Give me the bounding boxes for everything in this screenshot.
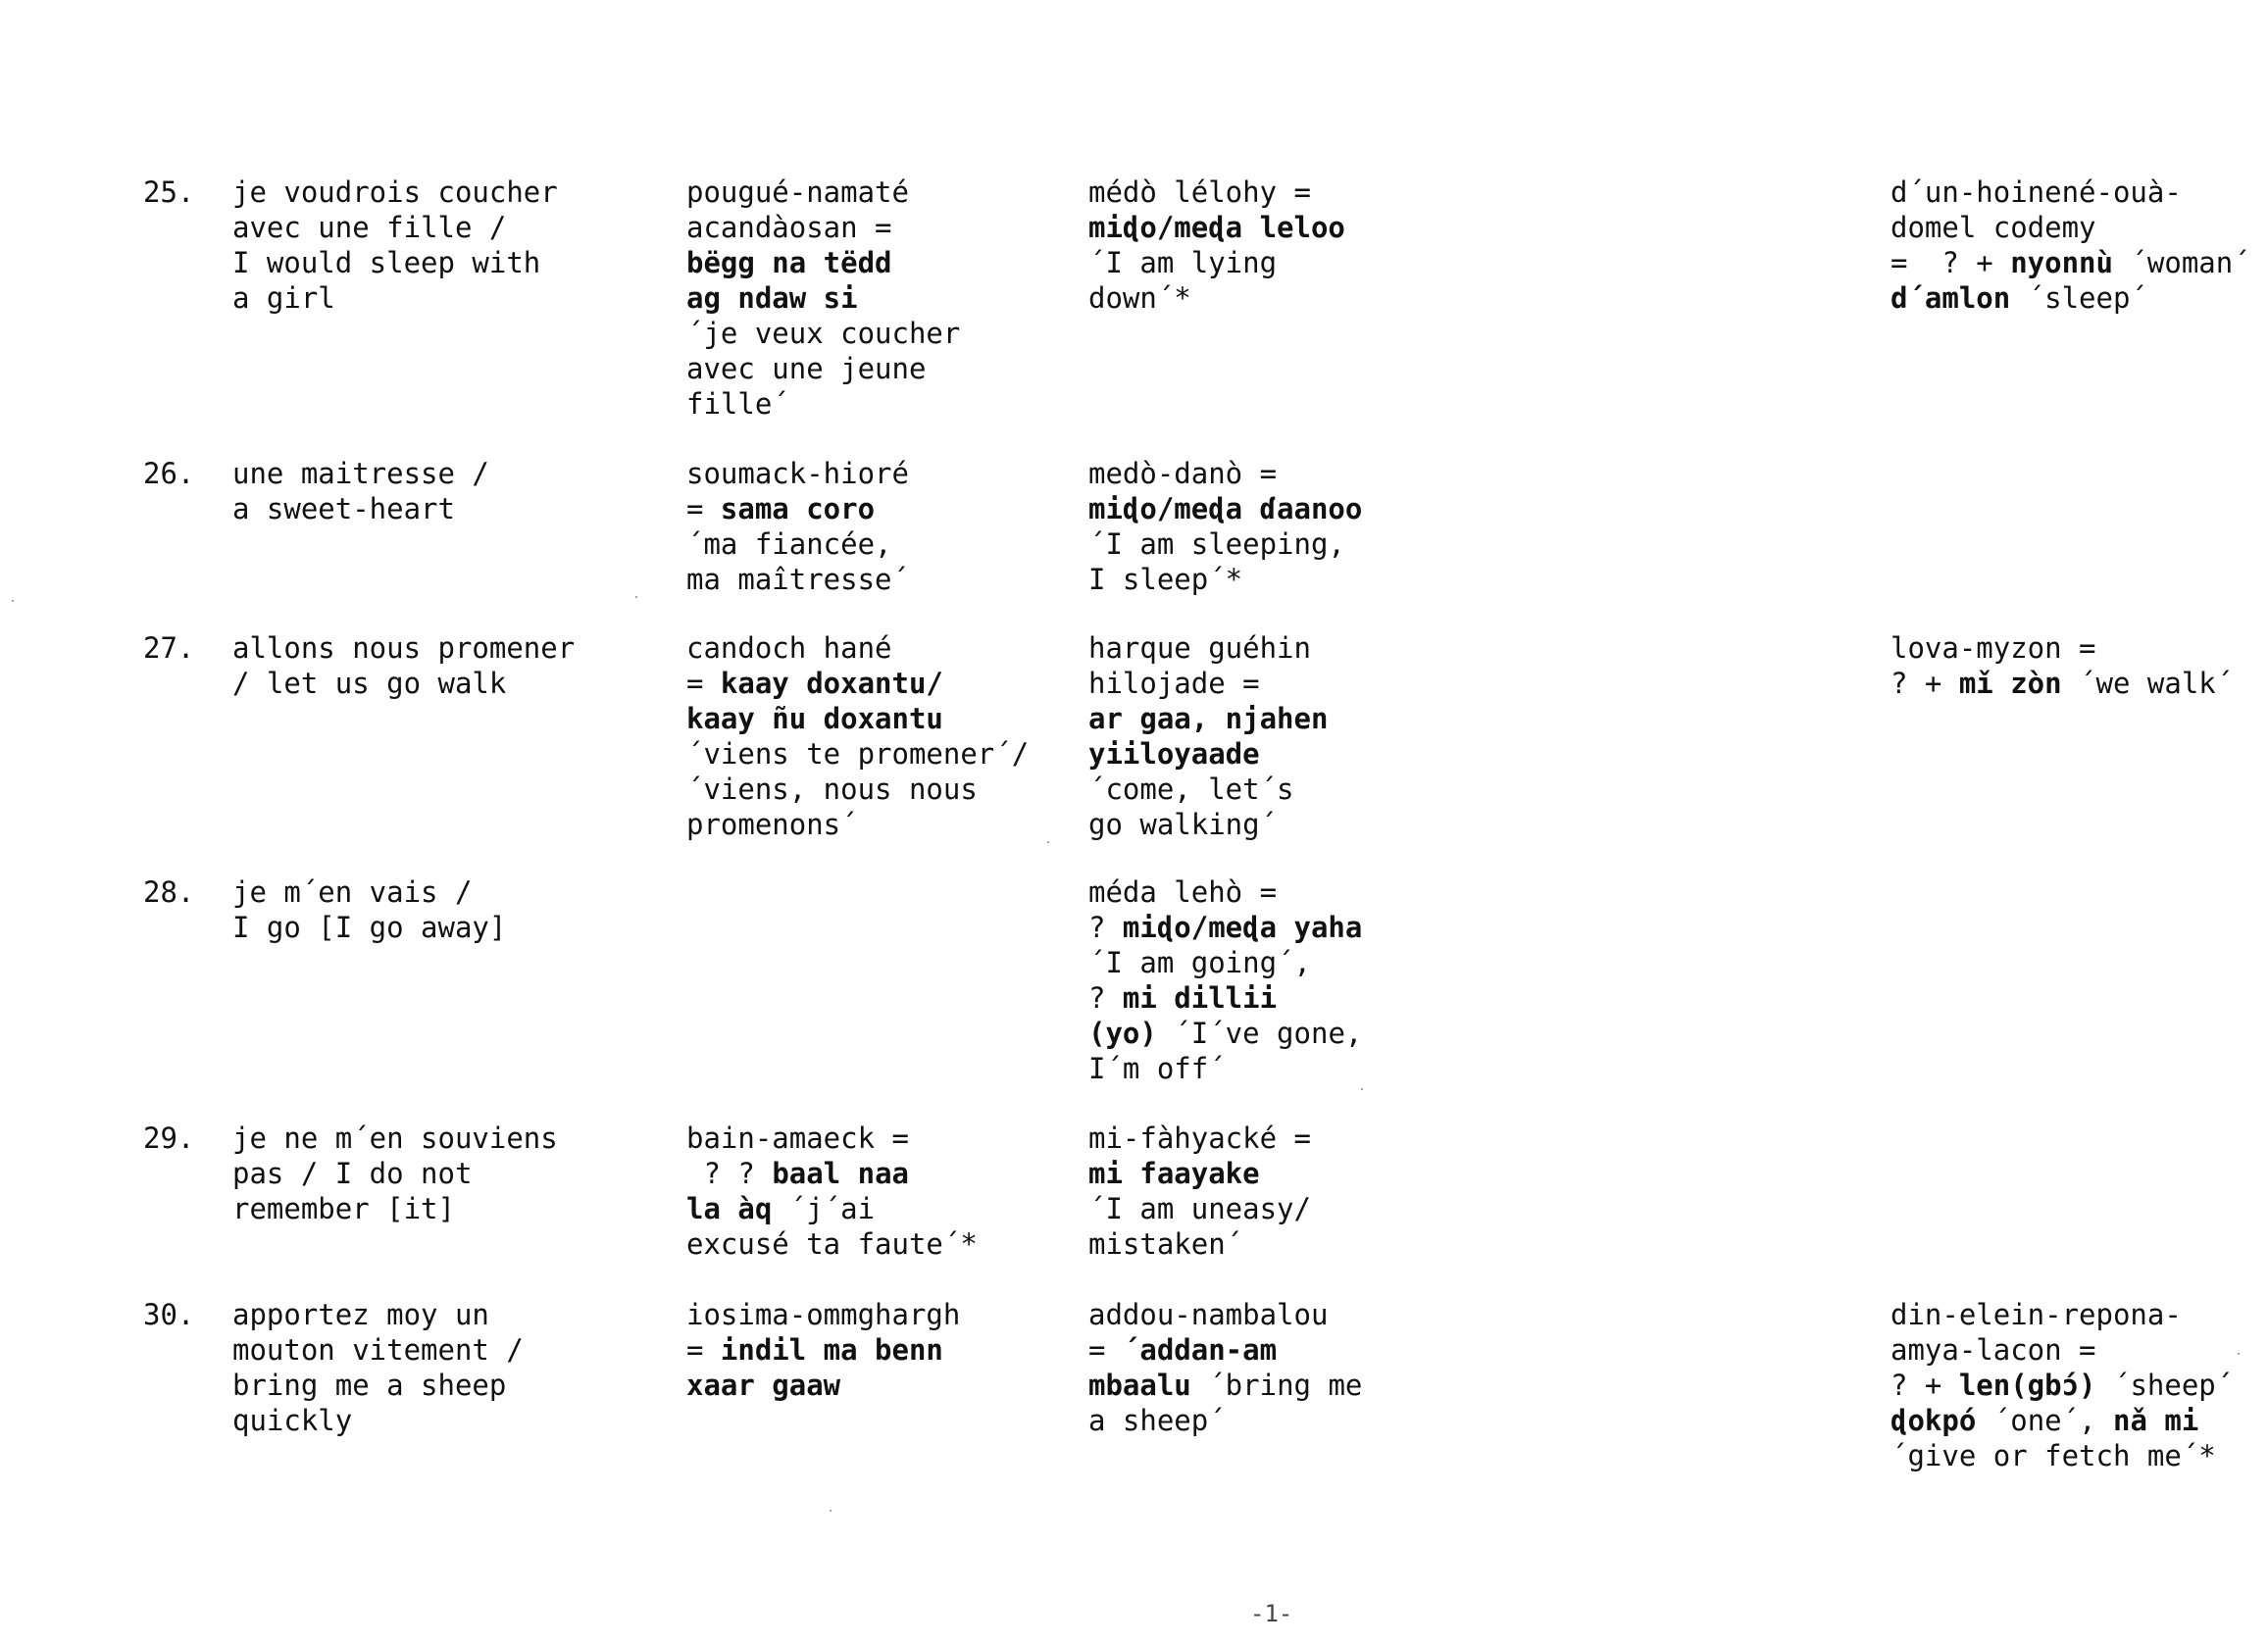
gloss-text: excusé ta faute´* bbox=[686, 1227, 978, 1261]
scan-speck bbox=[830, 1510, 832, 1512]
gbe-line bbox=[1890, 1332, 2263, 1368]
gloss-text: ´sheep´ bbox=[2095, 1369, 2234, 1402]
gloss-text: / let us go walk bbox=[232, 667, 507, 700]
gloss-text: domel codemy bbox=[1890, 211, 2096, 244]
gloss-text: I´m off´ bbox=[1088, 1052, 1226, 1085]
gloss-text: I go [I go away] bbox=[232, 911, 507, 944]
gloss-text: ? bbox=[1088, 911, 1123, 944]
scan-speck bbox=[12, 600, 14, 602]
gloss-text: ´j´ai bbox=[772, 1192, 876, 1225]
form-bold: (yo) bbox=[1088, 1017, 1157, 1050]
gbe-gloss-column bbox=[1890, 174, 2263, 316]
wolof1-line bbox=[686, 210, 1079, 245]
wolof1-line bbox=[686, 174, 1079, 210]
gbe-line bbox=[1890, 174, 2263, 210]
form-bold: indil ma benn bbox=[720, 1333, 943, 1367]
source-line bbox=[232, 174, 644, 210]
gloss-text: ´viens, nous nous bbox=[686, 773, 978, 806]
wolof2-line bbox=[1088, 280, 1481, 316]
gloss-text: ´I am sleeping, bbox=[1088, 527, 1345, 561]
form-bold: d´amlon bbox=[1890, 281, 2011, 315]
gloss-text: candoch hané bbox=[686, 631, 892, 665]
wolof-gloss-column-2 bbox=[1088, 1297, 1481, 1438]
gloss-text: ´viens te promener´/ bbox=[686, 737, 1030, 771]
gbe-line bbox=[1890, 1438, 2263, 1473]
wolof1-line bbox=[686, 701, 1079, 736]
gloss-text: avec une jeune bbox=[686, 352, 927, 385]
wolof1-line bbox=[686, 736, 1079, 772]
gbe-line bbox=[1890, 210, 2263, 245]
form-bold: ag ndaw si bbox=[686, 281, 858, 315]
gloss-text: hilojade = bbox=[1088, 667, 1260, 700]
form-bold: mi dillii bbox=[1122, 981, 1278, 1015]
wolof2-line bbox=[1088, 1051, 1481, 1086]
source-line bbox=[232, 280, 644, 316]
gloss-text: ´we walk´ bbox=[2061, 667, 2234, 700]
wolof1-line bbox=[686, 1368, 1079, 1403]
wolof1-line bbox=[686, 562, 1079, 597]
wolof2-line bbox=[1088, 491, 1481, 526]
gloss-text: amya-lacon = bbox=[1890, 1333, 2096, 1367]
gbe-line bbox=[1890, 1297, 2263, 1332]
form-bold: nǎ mi bbox=[2113, 1404, 2199, 1437]
wolof2-line bbox=[1088, 980, 1481, 1016]
wolof1-line bbox=[686, 526, 1079, 562]
scan-speck bbox=[2238, 1353, 2240, 1355]
form-bold: miɖo/meɖa leloo bbox=[1088, 211, 1345, 244]
gloss-text: fille´ bbox=[686, 387, 789, 421]
gloss-text: iosima-ommghargh bbox=[686, 1298, 961, 1331]
form-bold: miɖo/meɖa yaha bbox=[1122, 911, 1363, 944]
gloss-text: je m´en vais / bbox=[232, 875, 473, 909]
gloss-text: ma maîtresse´ bbox=[686, 563, 909, 596]
wolof1-line bbox=[686, 351, 1079, 386]
gloss-text: ´sleep´ bbox=[2010, 281, 2147, 315]
gloss-text: quickly bbox=[232, 1404, 353, 1437]
gloss-text: soumack-hioré bbox=[686, 457, 909, 490]
source-phrase bbox=[232, 630, 644, 701]
gloss-text: ´I am going´, bbox=[1088, 946, 1311, 979]
wolof1-line bbox=[686, 1191, 1079, 1226]
gloss-text: = bbox=[686, 667, 721, 700]
wolof2-line bbox=[1088, 910, 1481, 945]
page-number: -1- bbox=[1250, 1600, 1293, 1627]
source-line bbox=[232, 1156, 644, 1191]
gbe-line bbox=[1890, 1368, 2263, 1403]
scan-speck bbox=[1361, 1088, 1363, 1090]
gloss-text: bring me a sheep bbox=[232, 1369, 507, 1402]
gloss-text: avec une fille / bbox=[232, 211, 507, 244]
wolof-gloss-column bbox=[686, 1297, 1079, 1403]
gloss-text: je voudrois coucher bbox=[232, 175, 558, 209]
scan-speck bbox=[635, 596, 637, 598]
wolof2-line bbox=[1088, 456, 1481, 491]
wolof1-line bbox=[686, 1297, 1079, 1332]
wolof2-line bbox=[1088, 1191, 1481, 1226]
form-bold: kaay ñu doxantu bbox=[686, 702, 943, 735]
form-bold: nyonnù bbox=[2010, 246, 2113, 279]
wolof2-line bbox=[1088, 666, 1481, 701]
gloss-text: ? + bbox=[1890, 1369, 1959, 1402]
gloss-text: a sweet-heart bbox=[232, 492, 455, 525]
gloss-text: ? bbox=[1088, 981, 1123, 1015]
source-line bbox=[232, 630, 644, 666]
wolof-gloss-column-2 bbox=[1088, 174, 1481, 316]
gbe-line bbox=[1890, 630, 2263, 666]
gbe-gloss-column bbox=[1890, 1297, 2263, 1473]
form-bold: xaar gaaw bbox=[686, 1369, 841, 1402]
gbe-line bbox=[1890, 1403, 2263, 1438]
gloss-text: mistaken´ bbox=[1088, 1227, 1243, 1261]
wolof2-line bbox=[1088, 1226, 1481, 1262]
source-line bbox=[232, 1191, 644, 1226]
form-bold: ɖokpó bbox=[1890, 1404, 1977, 1437]
form-bold: kaay doxantu/ bbox=[720, 667, 943, 700]
gloss-text: pougué-namaté bbox=[686, 175, 909, 209]
wolof-gloss-column bbox=[686, 630, 1079, 842]
form-bold: sama coro bbox=[720, 492, 876, 525]
wolof2-line bbox=[1088, 526, 1481, 562]
entry-number: 27. bbox=[143, 631, 195, 665]
source-line bbox=[232, 1332, 644, 1368]
wolof1-line bbox=[686, 772, 1079, 807]
wolof1-line bbox=[686, 245, 1079, 280]
wolof1-line bbox=[686, 1226, 1079, 1262]
wolof2-line bbox=[1088, 807, 1481, 842]
source-line bbox=[232, 666, 644, 701]
gloss-text: I sleep´* bbox=[1088, 563, 1243, 596]
wolof1-line bbox=[686, 386, 1079, 422]
gloss-text: down´* bbox=[1088, 281, 1191, 315]
wolof2-line bbox=[1088, 772, 1481, 807]
source-line bbox=[232, 491, 644, 526]
source-phrase bbox=[232, 456, 644, 526]
gloss-text: acandàosan = bbox=[686, 211, 892, 244]
wolof1-line bbox=[686, 456, 1079, 491]
source-line bbox=[232, 1368, 644, 1403]
wolof2-line bbox=[1088, 1297, 1481, 1332]
form-bold: mi faayake bbox=[1088, 1157, 1260, 1190]
wolof2-line bbox=[1088, 174, 1481, 210]
gloss-text: médò lélohy = bbox=[1088, 175, 1311, 209]
gloss-text: ´je veux coucher bbox=[686, 317, 961, 350]
gloss-text: ? ? bbox=[686, 1157, 773, 1190]
wolof2-line bbox=[1088, 1156, 1481, 1191]
entry-number: 29. bbox=[143, 1122, 195, 1155]
entry-number: 26. bbox=[143, 457, 195, 490]
wolof2-line bbox=[1088, 701, 1481, 736]
wolof-gloss-column-2 bbox=[1088, 630, 1481, 842]
gloss-text: mi-fàhyacké = bbox=[1088, 1122, 1311, 1155]
source-line bbox=[232, 245, 644, 280]
gloss-text: ´come, let´s bbox=[1088, 773, 1294, 806]
entry-number: 28. bbox=[143, 875, 195, 909]
source-phrase bbox=[232, 874, 644, 945]
gloss-text: harque guéhin bbox=[1088, 631, 1311, 665]
wolof2-line bbox=[1088, 945, 1481, 980]
gloss-text: ´give or fetch me´* bbox=[1890, 1439, 2216, 1472]
gloss-text: ´woman´ bbox=[2112, 246, 2250, 279]
source-line bbox=[232, 910, 644, 945]
gloss-text: ´bring me bbox=[1190, 1369, 1363, 1402]
gloss-text: ´I am uneasy/ bbox=[1088, 1192, 1311, 1225]
source-phrase bbox=[232, 1121, 644, 1226]
form-bold: baal naa bbox=[772, 1157, 909, 1190]
gloss-text: go walking´ bbox=[1088, 808, 1278, 841]
gloss-text: promenons´ bbox=[686, 808, 858, 841]
form-bold: mǐ zòn bbox=[1958, 667, 2062, 700]
wolof1-line bbox=[686, 630, 1079, 666]
wolof-gloss-column-2 bbox=[1088, 1121, 1481, 1262]
gloss-text: ? + bbox=[1890, 667, 1959, 700]
gloss-text: addou-nambalou bbox=[1088, 1298, 1329, 1331]
form-bold: miɖo/meɖa ɗaanoo bbox=[1088, 492, 1363, 525]
wolof2-line bbox=[1088, 1332, 1481, 1368]
gloss-text: mouton vitement / bbox=[232, 1333, 524, 1367]
wolof1-line bbox=[686, 491, 1079, 526]
wolof1-line bbox=[686, 807, 1079, 842]
gbe-gloss-column bbox=[1890, 630, 2263, 701]
gloss-text: ´ma fiancée, bbox=[686, 527, 892, 561]
gloss-text: I would sleep with bbox=[232, 246, 541, 279]
gloss-text: remember [it] bbox=[232, 1192, 455, 1225]
gloss-text: méda lehò = bbox=[1088, 875, 1278, 909]
gloss-text: din-elein-repona- bbox=[1890, 1298, 2182, 1331]
form-bold: len(gbɔ́) bbox=[1958, 1369, 2096, 1402]
wolof1-line bbox=[686, 666, 1079, 701]
gbe-line bbox=[1890, 666, 2263, 701]
form-bold: la àq bbox=[686, 1192, 773, 1225]
gloss-text: medò-danò = bbox=[1088, 457, 1278, 490]
entry-number: 25. bbox=[143, 175, 195, 209]
gloss-text: ´one´, bbox=[1976, 1404, 2113, 1437]
source-line bbox=[232, 1297, 644, 1332]
wolof2-line bbox=[1088, 1121, 1481, 1156]
form-bold: yiiloyaade bbox=[1088, 737, 1260, 771]
wolof1-line bbox=[686, 1121, 1079, 1156]
gloss-text: bain-amaeck = bbox=[686, 1122, 909, 1155]
wolof2-line bbox=[1088, 1368, 1481, 1403]
scan-speck bbox=[1047, 841, 1049, 843]
gloss-text: = bbox=[686, 492, 721, 525]
wolof2-line bbox=[1088, 736, 1481, 772]
source-phrase bbox=[232, 1297, 644, 1438]
gloss-text: a sheep´ bbox=[1088, 1404, 1226, 1437]
source-line bbox=[232, 874, 644, 910]
form-bold: mbaalu bbox=[1088, 1369, 1191, 1402]
gbe-line bbox=[1890, 245, 2263, 280]
source-line bbox=[232, 456, 644, 491]
wolof2-line bbox=[1088, 630, 1481, 666]
wolof-gloss-column bbox=[686, 456, 1079, 597]
wolof1-line bbox=[686, 316, 1079, 351]
wolof2-line bbox=[1088, 210, 1481, 245]
gloss-text: pas / I do not bbox=[232, 1157, 473, 1190]
form-bold: ´addan-am bbox=[1122, 1333, 1278, 1367]
gloss-text: = bbox=[686, 1333, 721, 1367]
gloss-text: d´un-hoinené-ouà- bbox=[1890, 175, 2182, 209]
entry-number: 30. bbox=[143, 1298, 195, 1331]
gbe-line bbox=[1890, 280, 2263, 316]
wolof-gloss-column bbox=[686, 174, 1079, 422]
source-phrase bbox=[232, 174, 644, 316]
gloss-text: lova-myzon = bbox=[1890, 631, 2096, 665]
gloss-text: ´I´ve gone, bbox=[1156, 1017, 1363, 1050]
wolof1-line bbox=[686, 1332, 1079, 1368]
wolof2-line bbox=[1088, 1403, 1481, 1438]
gloss-text: = bbox=[1088, 1333, 1123, 1367]
gloss-text: ´I am lying bbox=[1088, 246, 1278, 279]
wolof2-line bbox=[1088, 245, 1481, 280]
gloss-text: une maitresse / bbox=[232, 457, 489, 490]
source-line bbox=[232, 210, 644, 245]
gloss-text: a girl bbox=[232, 281, 335, 315]
form-bold: bëgg na tëdd bbox=[686, 246, 892, 279]
gloss-text: = ? + bbox=[1890, 246, 2011, 279]
wolof2-line bbox=[1088, 874, 1481, 910]
wolof-gloss-column bbox=[686, 1121, 1079, 1262]
source-line bbox=[232, 1403, 644, 1438]
gloss-text: allons nous promener bbox=[232, 631, 576, 665]
wolof2-line bbox=[1088, 1016, 1481, 1051]
wolof2-line bbox=[1088, 562, 1481, 597]
source-line bbox=[232, 1121, 644, 1156]
gloss-text: apportez moy un bbox=[232, 1298, 489, 1331]
wolof1-line bbox=[686, 1156, 1079, 1191]
form-bold: ar gaa, njahen bbox=[1088, 702, 1329, 735]
wolof-gloss-column-2 bbox=[1088, 456, 1481, 597]
gloss-text: je ne m´en souviens bbox=[232, 1122, 558, 1155]
wolof1-line bbox=[686, 280, 1079, 316]
wolof-gloss-column-2 bbox=[1088, 874, 1481, 1086]
